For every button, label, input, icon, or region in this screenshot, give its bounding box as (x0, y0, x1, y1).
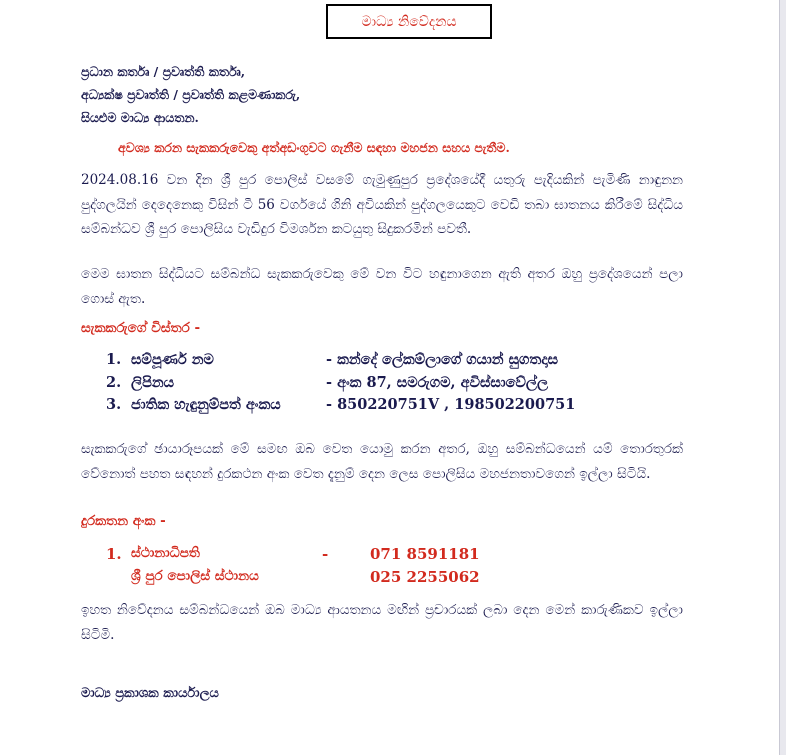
phone-number: 025 2255062 (370, 568, 480, 586)
suspect-detail-row (0, 351, 779, 373)
phone-number: 071 8591181 (370, 545, 480, 563)
detail-value: - 850220751V , 198502200751 (326, 396, 576, 413)
phone-label: ශ්‍රී පුර පොලිස් ස්ථානය (131, 568, 259, 584)
detail-number: 2. (106, 374, 122, 391)
detail-label: ජාතික හැඳුනුම්පත් අංකය (131, 396, 281, 413)
footer-signature: මාධ්‍ය ප්‍රකාශක කාර්යාලය (81, 686, 219, 701)
phone-row (0, 568, 779, 590)
detail-number: 3. (106, 396, 122, 413)
detail-label: ලිපිනය (131, 374, 175, 391)
suspect-detail-row (0, 374, 779, 396)
suspect-details-heading: සැකකරුගේ විස්තර - (81, 320, 201, 336)
subject-line: අවශ්‍ය කරන සැකකරුවෙකු අත්අඩංගුවට ගැනීම සඳහා මහජන සහය පැතීම. (118, 140, 510, 155)
paragraph-closing-request: ඉහත නිවේදනය සම්බන්ධයෙන් ඔබ මාධ්‍ය ආයතනය මඟින් ප්‍රචාරයක් ලබා දෙන මෙන් කාරුණිකව ඉල්ලා සිටිමි. (81, 602, 683, 643)
detail-label: සම්පූර්ණ නම (131, 351, 214, 368)
addressee-line-3: සියළුම මාධ්‍ය ආයතන. (81, 110, 199, 125)
addressee-line-2: අධ්‍යක්ෂ ප්‍රවෘත්ති / ප්‍රවෘත්ති කළමණාකරු, (81, 87, 301, 102)
phone-row (0, 545, 779, 567)
paragraph-incident: 2024.08.16 වන දින ශ්‍රී පුර පොලිස් වසමේ ගැමුණුපුර ප්‍රදේශයේදී යතුරු පැදියකින් පැමිණි නාඳුනන පුද්ගලයින් දෙදෙනෙකු විසින් ටී 56 වර්ගයේ ගිනි අවියකින් පුද්ගලයෙකුට වෙඩි තබා ඝාතනය කිරීමේ සිද්ධිය සම්බන්ධව ශ්‍රී පුර පොලිසිය වැඩිදුර විමර්ශන කටයුතු සිදුකරමින් පවතී. (81, 172, 683, 237)
viewer-scrollbar-edge (779, 0, 786, 755)
paragraph-public-request: සැකකරුගේ ඡායාරූපයක් මේ සමඟ ඔබ වෙත යොමු කරන අතර, ඔහු සම්බන්ධයෙන් යම් තොරතුරක් වේනොත් පහත සඳහන් දුරකථන අංක වෙත දැනුම් දෙන ලෙස පොලිසිය මහජනතාවගෙන් ඉල්ලා සිටියි. (81, 441, 683, 482)
phone-numbers-heading: දුරකතන අංක - (81, 513, 166, 529)
suspect-detail-row (0, 396, 779, 418)
phone-number-index: 1. (106, 545, 122, 563)
detail-value: - අංක 87, සමරුගම, අවිස්සාවේල්ල (326, 374, 549, 391)
page-title: මාධ්‍ය නිවේදනය (326, 4, 492, 39)
addressee-line-1: ප්‍රධාන කර්තෘ / ප්‍රවෘත්ති කර්තෘ, (81, 64, 246, 79)
phone-dash: - (322, 545, 329, 563)
detail-number: 1. (106, 351, 122, 368)
paragraph-suspect-identified: මෙම ඝාතන සිද්ධියට සම්බන්ධ සැකකරුවෙකු මේ වන විට හඳුනාගෙන ඇති අතර ඔහු ප්‍රදේශයෙන් පලා ගොස් ඇත. (81, 266, 683, 307)
detail-value: - කන්දේ ලේකම්ලාගේ ගයාන් සුගතදාස (326, 351, 559, 368)
phone-label: ස්ථානාධිපති (131, 545, 200, 561)
